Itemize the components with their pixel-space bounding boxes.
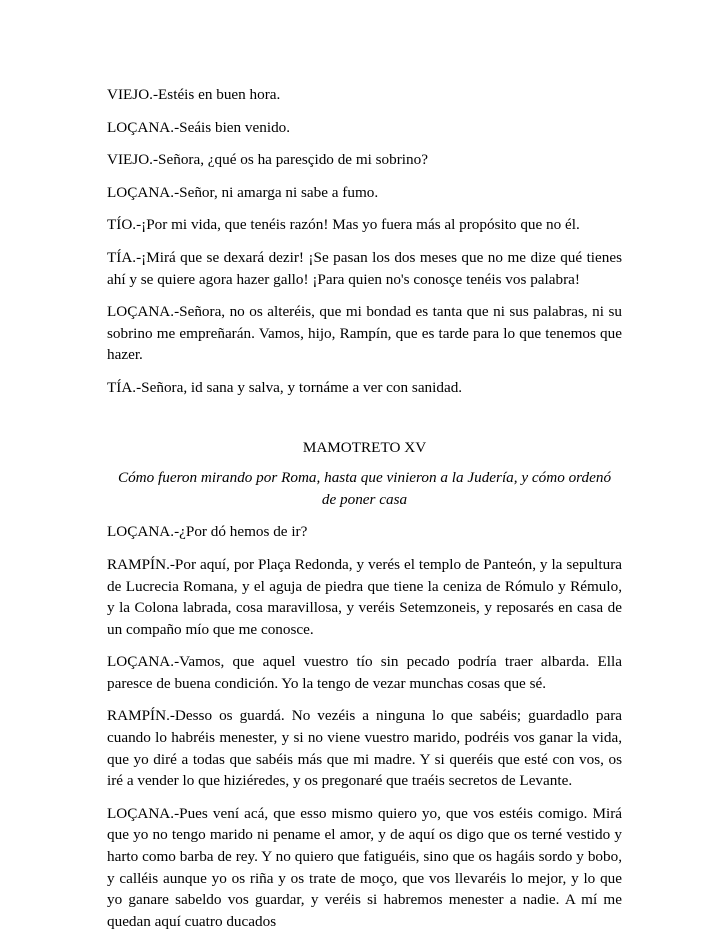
paragraph: LOÇANA.-Vamos, que aquel vuestro tío sin pecado podría traer albarda. Ella paresce de buena condición. Yo la tengo de vezar munchas cosas que sé. xyxy=(107,653,622,692)
paragraph: LOÇANA.-Seáis bien venido. xyxy=(107,118,291,136)
paragraph: TÍA.-Señora, id sana y salva, y tornáme a ver con sanidad. xyxy=(107,378,463,396)
paragraph: LOÇANA.-Señora, no os alteréis, que mi bondad es tanta que ni sus palabras, ni su sobrino me empreñarán. Vamos, hijo, Rampín, que es tarde para lo que tenemos que hazer. xyxy=(107,303,622,364)
paragraph: TÍO.-¡Por mi vida, que tenéis razón! Mas yo fuera más al propósito que no él. xyxy=(107,216,580,234)
paragraph: LOÇANA.-Señor, ni amarga ni sabe a fumo. xyxy=(107,183,379,201)
paragraph: LOÇANA.-Pues vení acá, que esso mismo quiero yo, que vos estéis comigo. Mirá que yo no tengo marido ni pename el amor, y de aquí os digo que os terné vestido y harto como barba de rey. Y no quiero que fatiguéis, sino que os hagáis sordo y bobo, y calléis aunque yo os riña y os trate de moço, que vos llevaréis lo mejor, y lo que yo ganare sabeldo vos guardar, y veréis si habremos menester a nadie. A mí me quedan aquí cuatro ducados xyxy=(107,804,622,930)
paragraph: VIEJO.-Señora, ¿qué os ha paresçido de mi sobrino? xyxy=(107,151,428,169)
paragraph: RAMPÍN.-Por aquí, por Plaça Redonda, y verés el templo de Panteón, y la sepultura de Lucrecia Romana, y el aguja de piedra que tiene la ceniza de Rómulo y Rémulo, y la Colona labrada, cosa maravillosa, y veréis Setemzoneis, y reposarés en casa de un compaño mío que me conosce. xyxy=(107,555,622,638)
chapter-subtitle: Cómo fueron mirando por Roma, hasta que vinieron a la Judería, y cómo ordenó de poner casa xyxy=(117,469,612,508)
paragraph: TÍA.-¡Mirá que se dexará dezir! ¡Se pasan los dos meses que no me dize qué tienes ahí y se quiere agora hazer gallo! ¡Para quien no's conosçe tenéis vos palabra! xyxy=(107,248,622,288)
document-page xyxy=(107,84,622,943)
paragraph: RAMPÍN.-Desso os guardá. No vezéis a ninguna lo que sabéis; guardadlo para cuando lo habréis menester, y si no viene vuestro marido, podréis vos ganar la vida, que yo diré a todas que sabéis más que mi madre. Y si queréis que esté con vos, os iré a vender lo que hiziéredes, y os pregonaré que traéis secretos de Levante. xyxy=(107,707,622,790)
chapter-title: MAMOTRETO XV xyxy=(302,438,427,456)
paragraph: VIEJO.-Estéis en buen hora. xyxy=(107,86,281,103)
paragraph: LOÇANA.-¿Por dó hemos de ir? xyxy=(107,523,308,541)
